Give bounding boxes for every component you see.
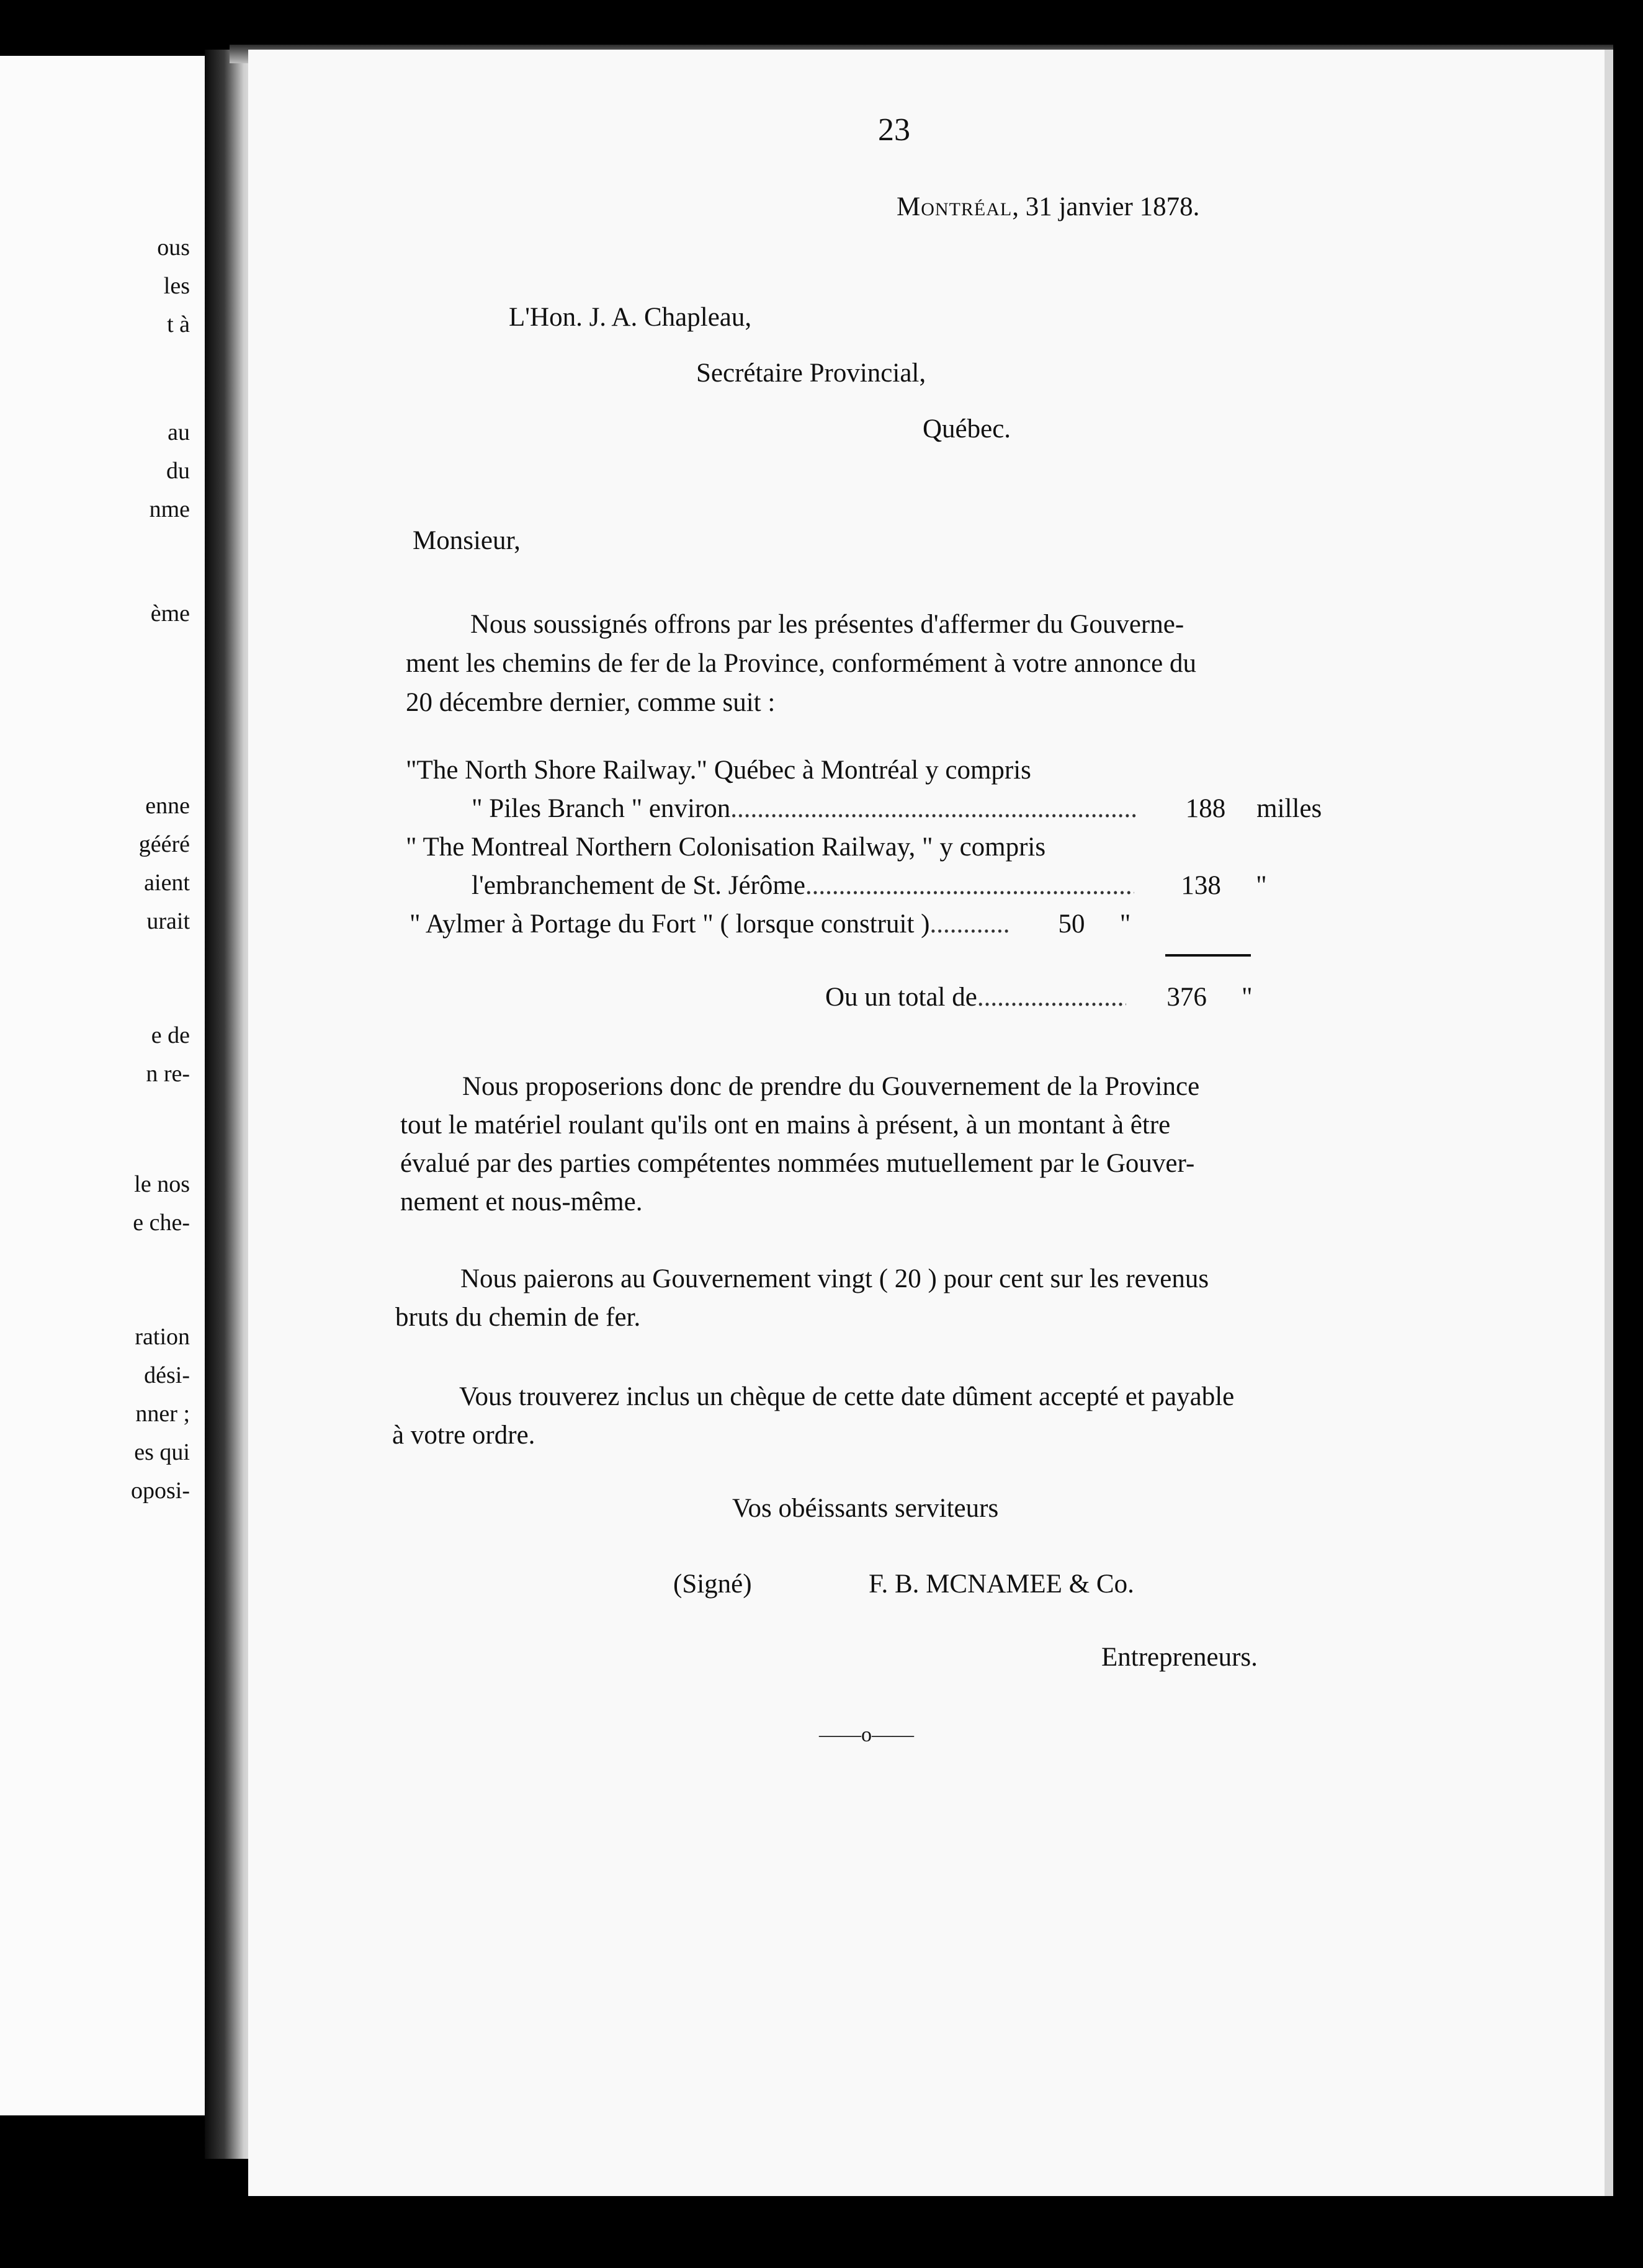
dateline <box>897 194 1199 220</box>
left-page-line: aient <box>144 870 190 896</box>
signatory: F. B. MCNAMEE & Co. <box>869 1569 1134 1599</box>
addressee-city: Québec. <box>923 414 1011 444</box>
rolling-line-1: Nous proposerions donc de prendre du Gouvernement de la Province <box>462 1072 1200 1101</box>
left-page-line: du <box>166 458 190 484</box>
left-page-line: le nos <box>134 1171 190 1197</box>
left-facing-page <box>0 56 205 2115</box>
total-unit: " <box>1242 983 1253 1012</box>
addressee-title: Secrétaire Provincial, <box>696 359 926 388</box>
left-page-line: les <box>163 273 190 299</box>
total-rule <box>1165 954 1251 957</box>
leader-dots <box>977 984 1126 1011</box>
left-page-line: nme <box>149 496 190 522</box>
signatory-role: Entrepreneurs. <box>1101 1643 1258 1672</box>
dateline-place: Montréal <box>897 192 1013 221</box>
page-number: 23 <box>878 112 910 148</box>
railway-3-entry <box>410 911 1428 937</box>
salutation: Monsieur, <box>413 526 521 555</box>
left-page-line: ration <box>135 1324 190 1350</box>
end-ornament: ——o—— <box>819 1723 914 1746</box>
intro-line-2: ment les chemins de fer de la Province, conformément à votre annonce du <box>406 649 1197 678</box>
railway-2-miles: 138 <box>1181 871 1221 900</box>
addressee-name: L'Hon. J. A. Chapleau, <box>509 303 752 332</box>
left-page-line: oposi- <box>131 1478 190 1504</box>
leader-dots <box>730 795 1139 822</box>
railway-2-entry <box>472 872 1428 899</box>
intro-line-3: 20 décembre dernier, comme suit : <box>406 688 776 717</box>
total-miles: 376 <box>1166 983 1207 1012</box>
left-page-line: enne <box>145 793 190 819</box>
railway-3-line-1: " Aylmer à Portage du Fort " ( lorsque construit ) <box>410 909 930 939</box>
rolling-line-4: nement et nous-même. <box>400 1187 643 1217</box>
closing: Vos obéissants serviteurs <box>732 1494 999 1523</box>
left-page-line: n re- <box>146 1061 190 1087</box>
left-page-line: urait <box>146 908 190 934</box>
cheque-line-1: Vous trouverez inclus un chèque de cette date dûment accepté et payable <box>459 1382 1235 1411</box>
left-page-line: e de <box>151 1022 190 1048</box>
railway-1-line-2: " Piles Branch " environ <box>472 794 731 823</box>
railway-1-miles: 188 <box>1185 794 1226 823</box>
left-page-line: t à <box>167 311 190 337</box>
payment-line-2: bruts du chemin de fer. <box>395 1303 641 1332</box>
left-page-line: nner ; <box>135 1401 190 1427</box>
rolling-line-3: évalué par des parties compétentes nommées mutuellement par le Gouver- <box>400 1149 1195 1178</box>
payment-line-1: Nous paierons au Gouvernement vingt ( 20 ) pour cent sur les revenus <box>460 1264 1209 1293</box>
left-page-line: dési- <box>144 1362 190 1388</box>
railway-1-line-1: "The North Shore Railway." Québec à Montréal y compris <box>406 756 1031 785</box>
left-page-line: e che- <box>133 1210 190 1236</box>
left-page-line: au <box>168 419 190 445</box>
leader-dots <box>805 872 1134 899</box>
left-page-line: ème <box>150 600 190 627</box>
left-page-line: gééré <box>138 831 190 857</box>
railway-2-unit: " <box>1256 871 1267 900</box>
signed-label: (Signé) <box>673 1569 752 1599</box>
rolling-line-2: tout le matériel roulant qu'ils ont en mains à présent, à un montant à être <box>400 1110 1171 1140</box>
railway-3-miles: 50 <box>1058 909 1085 939</box>
left-page-line: es qui <box>134 1439 190 1465</box>
letter-page <box>248 50 1613 2196</box>
leader-dots <box>929 911 1010 937</box>
cheque-line-2: à votre ordre. <box>392 1421 535 1450</box>
railway-1-unit: milles <box>1256 794 1322 823</box>
total-label: Ou un total de <box>825 983 977 1012</box>
dateline-date: , 31 janvier 1878. <box>1012 192 1200 221</box>
railway-1-entry <box>472 795 1428 822</box>
intro-line-1: Nous soussignés offrons par les présentes d'affermer du Gouverne- <box>470 610 1184 639</box>
railway-2-line-2: l'embranchement de St. Jérôme <box>472 871 805 900</box>
railway-3-unit: " <box>1119 909 1131 939</box>
total-entry <box>825 984 1428 1011</box>
left-page-line: ous <box>157 234 190 261</box>
railway-2-line-1: " The Montreal Northern Colonisation Railway, " y compris <box>406 833 1046 862</box>
